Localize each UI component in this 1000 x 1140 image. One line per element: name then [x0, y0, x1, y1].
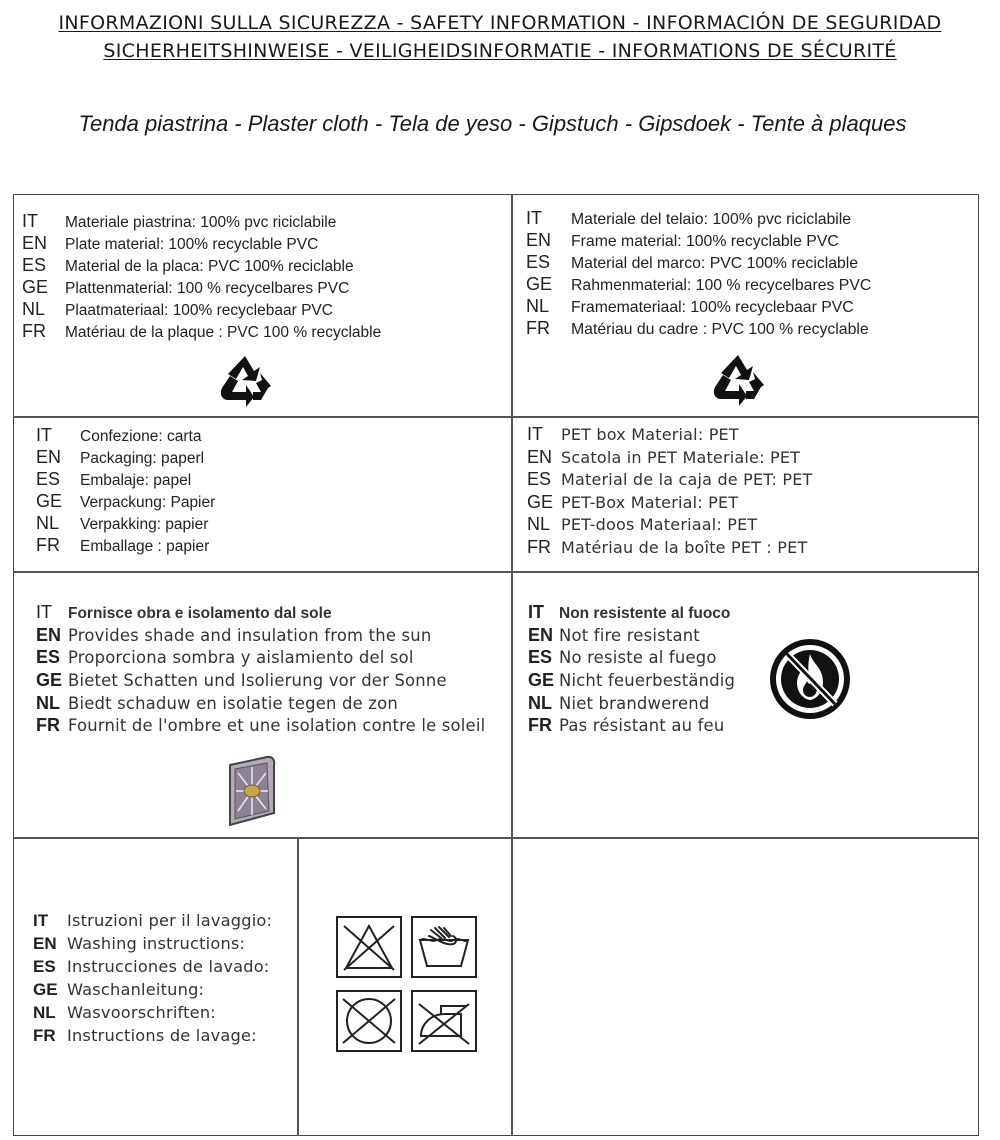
info-text: PET box Material: PET [561, 425, 739, 444]
info-text: Embalaje: papel [80, 472, 192, 489]
hand-wash-icon [411, 916, 477, 983]
info-row [22, 277, 502, 299]
info-text: Nicht feuerbeständig [559, 671, 736, 691]
language-code: FR [36, 535, 60, 555]
info-text: Scatola in PET Materiale: PET [561, 447, 801, 467]
info-row [36, 513, 496, 535]
language-code: FR [527, 536, 551, 557]
info-text: Plaatmateriaal: 100% recyclebaar PVC [65, 302, 333, 319]
language-code: EN [33, 934, 57, 953]
info-row [36, 602, 506, 625]
language-code: NL [33, 1003, 56, 1022]
info-text: Fornisce obra e isolamento dal sole [68, 605, 332, 622]
info-row [528, 625, 788, 648]
language-code: IT [527, 424, 543, 444]
info-text: Verpackung: Papier [80, 494, 216, 511]
language-code: ES [36, 647, 61, 668]
shade-cell [36, 602, 506, 738]
info-row [22, 321, 502, 343]
info-text: Packaging: paperl [80, 450, 205, 467]
info-row [526, 252, 976, 274]
info-row [33, 911, 293, 934]
info-row [33, 1026, 293, 1049]
language-code: IT [36, 602, 52, 622]
info-text: Emballage : papier [80, 538, 210, 555]
info-text: Confezione: carta [80, 428, 202, 445]
language-code: GE [527, 491, 554, 512]
info-row [33, 1003, 293, 1026]
fire-list [528, 602, 788, 738]
language-code: IT [36, 425, 52, 445]
info-row [36, 469, 496, 491]
language-code: FR [528, 715, 552, 736]
info-text: Framemateriaal: 100% recyclebaar PVC [571, 299, 854, 316]
shade-list [36, 602, 506, 738]
no-bleach-icon [336, 916, 402, 983]
language-code: GE [36, 491, 63, 511]
info-text: Instrucciones de lavado: [67, 957, 270, 976]
info-row [33, 957, 293, 980]
packaging-cell [36, 425, 496, 557]
info-text: Istruzioni per il lavaggio: [67, 911, 273, 930]
product-subtitle: Tenda piastrina - Plaster cloth - Tela de yeso - Gipstuch - Gipsdoek - Tente à plaques [78, 111, 907, 136]
language-code: ES [528, 647, 553, 668]
packaging-list [36, 425, 496, 557]
info-text: Matériau de la plaque : PVC 100 % recyclable [65, 324, 382, 341]
info-row [528, 715, 788, 738]
info-row [36, 447, 496, 469]
info-text: Rahmenmaterial: 100 % recycelbares PVC [571, 277, 872, 294]
info-text: Instructions de lavage: [67, 1026, 257, 1045]
info-text: Bietet Schatten und Isolierung vor der Sonne [68, 671, 447, 691]
language-code: NL [527, 514, 551, 534]
info-row [526, 274, 976, 296]
info-row [526, 208, 976, 230]
info-text: Matériau du cadre : PVC 100 % recyclable [571, 321, 869, 338]
language-code: NL [22, 299, 46, 319]
info-row [528, 602, 788, 625]
info-row [526, 296, 976, 318]
fire-cell [528, 602, 788, 738]
info-row [36, 670, 506, 693]
info-text: Not fire resistant [559, 625, 700, 645]
info-text: Proporciona sombra y aislamiento del sol [68, 648, 414, 668]
info-row [36, 647, 506, 670]
info-row [36, 715, 506, 738]
info-row [22, 255, 502, 277]
info-row [528, 670, 788, 693]
language-code: FR [33, 1026, 56, 1045]
no-iron-icon [411, 990, 477, 1057]
language-code: ES [33, 957, 56, 976]
language-code: EN [36, 624, 62, 645]
info-text: PET-doos Materiaal: PET [561, 515, 758, 534]
frame-material-cell [526, 208, 976, 340]
row-divider [13, 571, 979, 573]
language-code: IT [22, 211, 38, 231]
info-text: Material de la placa: PVC 100% reciclable [65, 258, 354, 275]
language-code: EN [22, 233, 48, 253]
language-code: GE [22, 277, 49, 297]
sun-window-icon [227, 755, 277, 832]
info-row [36, 425, 496, 447]
info-text: Provides shade and insulation from the sun [68, 625, 432, 645]
info-row [36, 693, 506, 716]
info-row [528, 647, 788, 670]
recycle-icon [709, 353, 767, 412]
info-row [527, 514, 977, 537]
language-code: GE [528, 670, 555, 691]
no-fire-icon [767, 636, 853, 727]
info-text: Wasvoorschriften: [67, 1003, 216, 1022]
language-code: FR [36, 715, 60, 736]
language-code: EN [36, 447, 62, 467]
info-row [36, 491, 496, 513]
info-row [527, 447, 977, 470]
info-row [527, 469, 977, 492]
washing-divider [297, 837, 299, 1136]
plate-material-list [22, 211, 502, 343]
language-code: ES [527, 469, 552, 489]
language-code: IT [526, 208, 542, 228]
info-row [526, 318, 976, 340]
language-code: GE [526, 274, 553, 294]
language-code: FR [526, 318, 550, 338]
language-code: FR [22, 321, 46, 341]
pet-box-cell [527, 424, 977, 559]
washing-cell [33, 911, 293, 1049]
info-row [528, 693, 788, 716]
info-text: Waschanleitung: [67, 980, 205, 999]
language-code: NL [526, 296, 550, 316]
row-divider [13, 837, 979, 839]
info-text: Material de la caja de PET: PET [561, 470, 813, 489]
info-row [526, 230, 976, 252]
language-code: EN [526, 230, 552, 250]
language-code: NL [36, 513, 60, 533]
vertical-divider [511, 194, 513, 1136]
info-row [22, 299, 502, 321]
info-text: PET-Box Material: PET [561, 492, 739, 512]
info-text: Non resistente al fuoco [559, 605, 731, 622]
header-line-2: SICHERHEITSHINWEISE - VEILIGHEIDSINFORMATIE - INFORMATIONS DE SÉCURITÉ [103, 40, 897, 62]
row-divider [13, 416, 979, 418]
info-row [36, 625, 506, 648]
language-code: ES [526, 252, 551, 272]
info-row [33, 980, 293, 1003]
language-code: NL [36, 692, 60, 713]
language-code: ES [36, 469, 61, 489]
info-row [22, 211, 502, 233]
info-text: Plate material: 100% recyclable PVC [65, 236, 319, 253]
info-row [22, 233, 502, 255]
info-text: Verpakking: papier [80, 516, 209, 533]
language-code: EN [528, 624, 554, 645]
language-code: ES [22, 255, 47, 275]
info-row [527, 537, 977, 560]
info-text: Plattenmaterial: 100 % recycelbares PVC [65, 280, 350, 297]
info-text: No resiste al fuego [559, 648, 717, 668]
recycle-icon [216, 354, 274, 413]
info-text: Biedt schaduw en isolatie tegen de zon [68, 693, 398, 713]
no-tumble-dry-icon [336, 990, 402, 1057]
language-code: IT [528, 602, 544, 622]
info-text: Materiale piastrina: 100% pvc riciclabile [65, 214, 337, 231]
info-text: Fournit de l'ombre et une isolation contre le soleil [68, 716, 486, 736]
info-row [527, 424, 977, 447]
language-code: GE [33, 980, 58, 999]
header-line-1: INFORMAZIONI SULLA SICUREZZA - SAFETY INFORMATION - INFORMACIÓN DE SEGURIDAD [58, 12, 942, 34]
language-code: EN [527, 446, 553, 467]
frame-material-list [526, 208, 976, 340]
language-code: GE [36, 670, 63, 691]
info-text: Pas résistant au feu [559, 716, 725, 736]
plate-material-cell [22, 211, 502, 343]
language-code: NL [528, 692, 552, 713]
info-text: Material del marco: PVC 100% reciclable [571, 255, 859, 272]
info-row [33, 934, 293, 957]
info-text: Washing instructions: [67, 934, 246, 953]
info-row [36, 535, 496, 557]
language-code: IT [33, 911, 49, 930]
info-text: Niet brandwerend [559, 693, 710, 713]
info-row [527, 492, 977, 515]
info-text: Materiale del telaio: 100% pvc riciclabile [571, 211, 852, 228]
pet-box-list [527, 424, 977, 559]
info-text: Frame material: 100% recyclable PVC [571, 233, 839, 250]
info-text: Matériau de la boîte PET : PET [561, 537, 808, 557]
washing-list [33, 911, 293, 1049]
